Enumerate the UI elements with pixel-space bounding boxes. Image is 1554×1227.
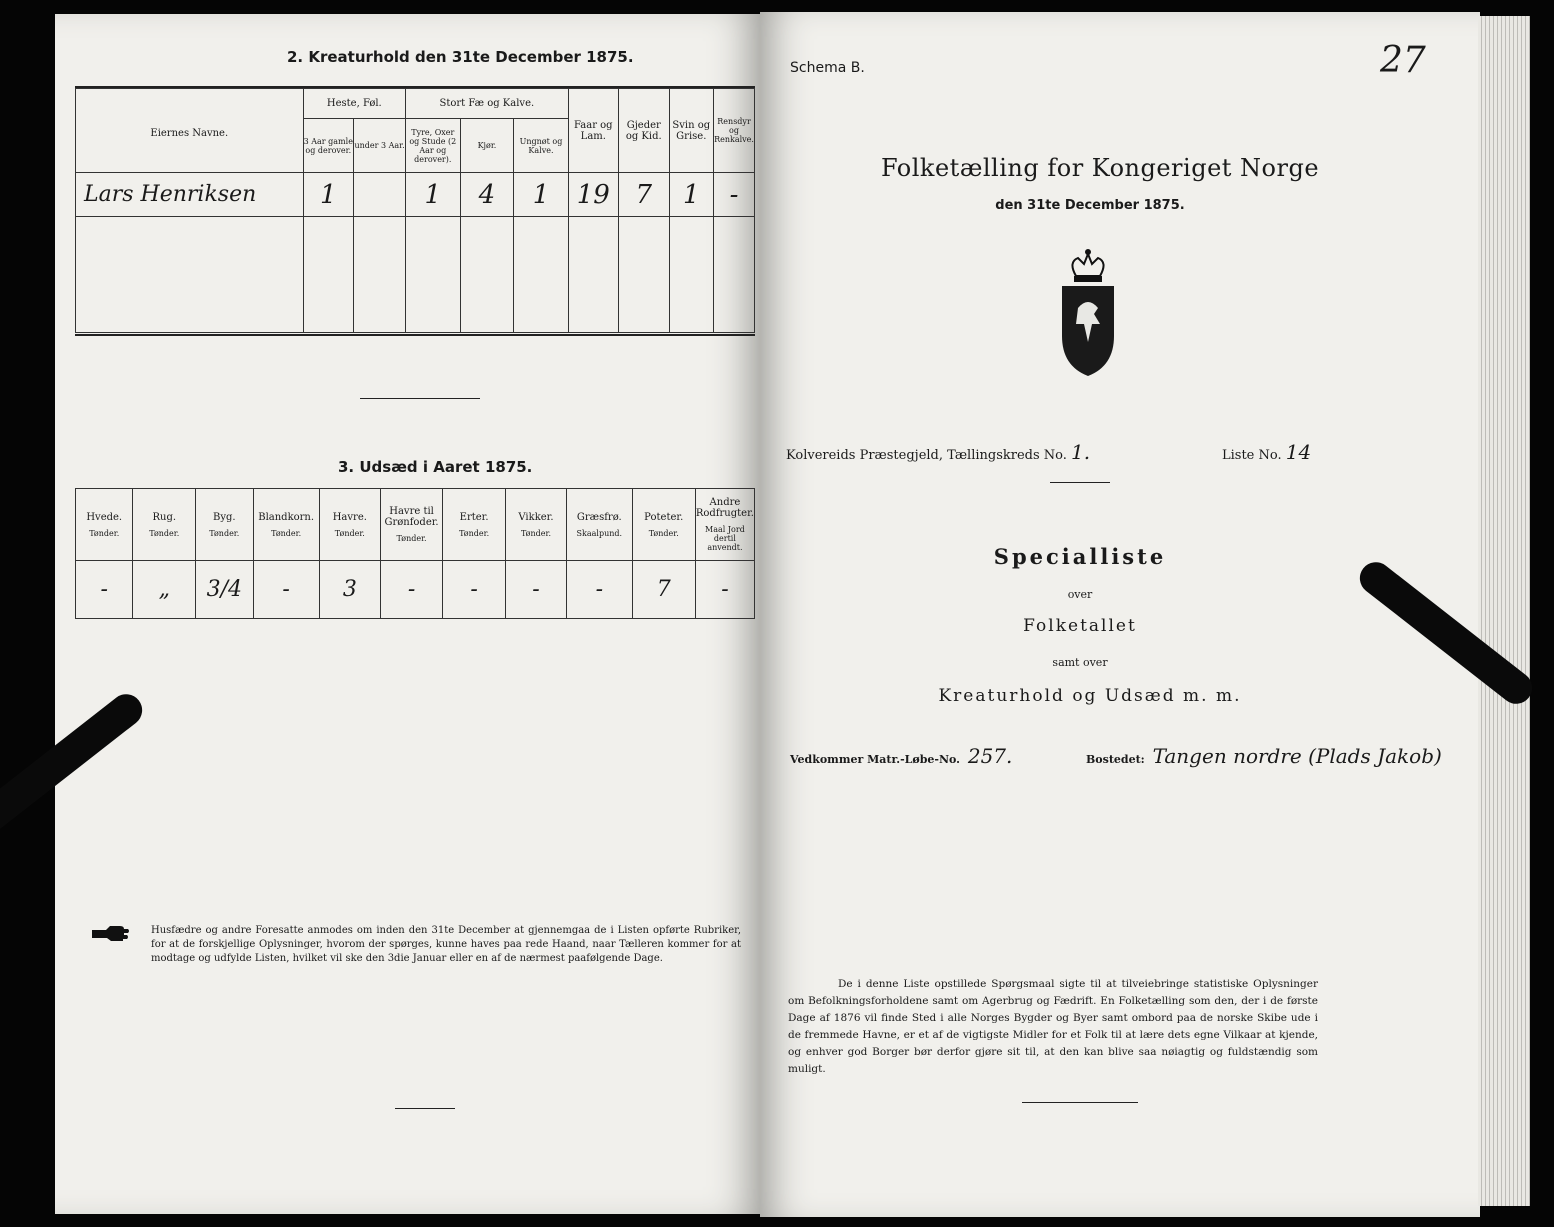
bostedet-line <box>1086 744 1442 768</box>
col-svin: Svin og Grise. <box>669 89 714 173</box>
matr-label: Vedkommer Matr.-Løbe-No. <box>790 753 960 766</box>
col-gjeder: Gjeder og Kid. <box>619 89 669 173</box>
district-line <box>786 440 1090 464</box>
owner-name: Lars Henriksen <box>76 173 304 217</box>
page-title: Folketælling for Kongeriget Norge <box>880 154 1320 182</box>
section2-title: 2. Kreaturhold den 31te December 1875. <box>287 48 634 66</box>
prestegjeld-label: Kolvereids Præstegjeld, <box>786 448 944 463</box>
cell-kjer: 4 <box>460 173 514 217</box>
cell-heste-3aar: 1 <box>303 173 353 217</box>
udsaed-header-unit: Tønder. <box>396 534 427 543</box>
udsaed-value: 7 <box>632 561 695 619</box>
udsaed-header <box>76 489 133 561</box>
udsaed-value: - <box>695 561 754 619</box>
udsaed-value: - <box>253 561 319 619</box>
udsaed-header <box>443 489 506 561</box>
folketallet-label: Folketallet <box>1023 616 1137 636</box>
udsaed-value: 3 <box>319 561 380 619</box>
page-number: 27 <box>1380 40 1426 81</box>
page-edges <box>1478 16 1530 1206</box>
udsaed-header-label: Poteter. <box>644 511 684 523</box>
udsaed-header <box>632 489 695 561</box>
udsaed-value: - <box>380 561 442 619</box>
livestock-table <box>75 88 755 333</box>
krets-label: Tællingskreds No. <box>947 448 1067 463</box>
table-row <box>76 217 755 333</box>
kreaturhold-label: Kreaturhold og Udsæd m. m. <box>938 686 1242 706</box>
subcol-tyre: Tyre, Oxer og Stude (2 Aar og derover). <box>406 119 460 173</box>
udsaed-header <box>567 489 633 561</box>
cell-tyre: 1 <box>406 173 460 217</box>
udsaed-header-unit: Tønder. <box>89 528 120 538</box>
section3-title: 3. Udsæd i Aaret 1875. <box>338 458 533 476</box>
bostedet-label: Bostedet: <box>1086 753 1145 766</box>
udsaed-header-label: Byg. <box>213 511 236 523</box>
coat-of-arms-icon <box>1056 248 1120 378</box>
col-rensdyr: Rensdyr og Renkalve. <box>714 89 755 173</box>
cell-svin: 1 <box>669 173 714 217</box>
cell-rensdyr: - <box>714 173 755 217</box>
body-text: De i denne Liste opstillede Spørgsmaal sigte til at tilveiebringe statistiske Oplysninger om Befolkningsforholdene samt om Agerbrug og Fædrift. En Folketælling som den, der i de første Dage af 1876 vil finde Sted i alle Norges Bygder og Byer samt ombord paa de norske Skibe ude i de fremmede Havne, er et af de vigtigste Midler for et Folk til at lære dets egne Vilkaar at kjende, og enhver god Borger bør derfor gjøre sit til, at den kan blive saa nøiagtig og fuldstændig som muligt. <box>788 978 1318 1075</box>
udsaed-header-unit: Skaalpund. <box>576 528 623 538</box>
cell-ungnot: 1 <box>514 173 568 217</box>
udsaed-header <box>196 489 253 561</box>
udsaed-header-unit: Tønder. <box>334 528 365 538</box>
udsaed-header-unit: Tønder. <box>149 528 180 538</box>
col-stort: Stort Fæ og Kalve. <box>406 89 569 119</box>
udsaed-header <box>505 489 566 561</box>
udsaed-header-label: Havre til Grønfoder. <box>384 506 439 528</box>
udsaed-value: - <box>443 561 506 619</box>
pointing-hand-icon <box>90 924 130 944</box>
udsaed-header-label: Rug. <box>152 511 177 523</box>
liste-label: Liste No. <box>1222 448 1282 463</box>
over-label: over <box>1067 588 1093 601</box>
page-subtitle: den 31te December 1875. <box>995 198 1185 213</box>
table-row <box>76 561 755 619</box>
udsaed-value: - <box>505 561 566 619</box>
divider <box>1022 1102 1138 1103</box>
right-page <box>760 12 1480 1217</box>
divider <box>1050 482 1110 483</box>
subcol-ungnot: Ungnøt og Kalve. <box>514 119 568 173</box>
cell-faar: 19 <box>568 173 618 217</box>
matr-line <box>790 744 1012 768</box>
divider <box>360 398 480 399</box>
notice-text: Husfædre og andre Foresatte anmodes om inden den 31te December at gjennemgaa de i Listen opførte Rubriker, for at de forskjellige Oplysninger, hvorom der spørges, kunne haves paa rede Haand, naar Tælleren kommer for at modtage og udfylde Listen, hvilket vil ske den 3die Januar eller en af de nærmest paafølgende Dage. <box>151 925 741 964</box>
samt-over-label: samt over <box>1052 656 1108 669</box>
udsaed-header <box>380 489 442 561</box>
udsaed-value: - <box>76 561 133 619</box>
subcol-heste-under: under 3 Aar. <box>354 119 406 173</box>
udsaed-table <box>75 488 755 619</box>
col-heste: Heste, Føl. <box>303 89 406 119</box>
udsaed-header-label: Blandkorn. <box>258 511 315 523</box>
liste-value: 14 <box>1285 440 1312 464</box>
udsaed-header <box>695 489 754 561</box>
udsaed-header-label: Erter. <box>459 511 489 523</box>
udsaed-value: „ <box>133 561 196 619</box>
udsaed-header-label: Vikker. <box>518 511 554 523</box>
schema-label: Schema B. <box>790 60 865 76</box>
specialliste-heading: Specialliste <box>993 544 1167 569</box>
udsaed-header-unit: Tønder. <box>209 528 240 538</box>
liste-line <box>1222 440 1311 464</box>
udsaed-header-label: Hvede. <box>86 511 123 523</box>
udsaed-value: - <box>567 561 633 619</box>
table-row <box>76 173 755 217</box>
udsaed-header-label: Græsfrø. <box>576 511 622 523</box>
udsaed-header-unit: Tønder. <box>520 528 551 538</box>
divider <box>395 1108 455 1109</box>
udsaed-header-label: Andre Rodfrugter. <box>695 497 754 519</box>
udsaed-header <box>319 489 380 561</box>
udsaed-header-unit: Maal Jord dertil anvendt. <box>705 525 745 552</box>
cell-gjeder: 7 <box>619 173 669 217</box>
owner-header: Eiernes Navne. <box>150 128 229 139</box>
bostedet-value: Tangen nordre (Plads Jakob) <box>1152 744 1442 768</box>
udsaed-header <box>253 489 319 561</box>
left-page <box>55 14 760 1214</box>
udsaed-header-unit: Tønder. <box>271 528 302 538</box>
krets-value: 1. <box>1071 440 1091 464</box>
subcol-heste-3aar: 3 Aar gamle og derover. <box>303 119 353 173</box>
udsaed-header-label: Havre. <box>332 511 367 523</box>
udsaed-header-unit: Tønder. <box>648 528 679 538</box>
col-faar: Faar og Lam. <box>568 89 618 173</box>
matr-value: 257. <box>967 744 1013 768</box>
subcol-kjer: Kjør. <box>460 119 514 173</box>
cell-heste-under <box>354 173 406 217</box>
udsaed-header <box>133 489 196 561</box>
udsaed-value: 3/4 <box>196 561 253 619</box>
udsaed-header-unit: Tønder. <box>459 528 490 538</box>
